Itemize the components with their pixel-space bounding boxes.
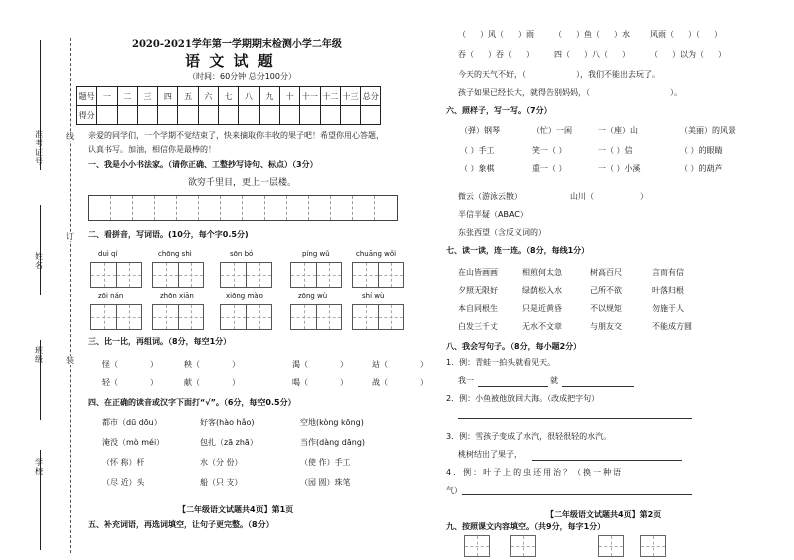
pinyin: píng wǔ [302, 250, 330, 258]
answer-box[interactable] [352, 262, 404, 288]
score-header-cell: 十二 [320, 87, 340, 106]
answer-box[interactable] [152, 262, 204, 288]
q3-item: 轻（ [102, 378, 118, 387]
q9-title: 九、按照课文内容填空。（共9分，每字1分） [446, 522, 606, 531]
line-mark: 线 [66, 132, 74, 141]
q3-item: ） [150, 378, 158, 387]
answer-box[interactable] [90, 262, 142, 288]
q7-item: 绿荫松入水 [522, 286, 562, 295]
q4-title: 四、在正确的读音或汉字下面打“√”。（6分，每空0.5分） [88, 398, 296, 407]
pinyin: zōi nán [98, 292, 124, 300]
score-header-cell: 八 [239, 87, 259, 106]
q7-item: 不能成方圆 [652, 322, 692, 331]
footer-page-1: 【二年级语文试题共4页】第1页 [178, 505, 294, 514]
answer-box[interactable] [464, 535, 490, 557]
score-header-cell: 十一 [300, 87, 320, 106]
q4-item: （怀 称）杆 [102, 458, 145, 467]
q7-item: 言而有信 [652, 268, 684, 277]
intro-line-2: 认真书写。加油，相信你是最棒的！ [88, 145, 216, 154]
q7-item: 不以规矩 [590, 304, 622, 313]
footer-page-2: 【二年级语文试题共4页】第2页 [546, 510, 662, 519]
q8-example-4: 4．例：叶子上的虫还用治？（换一种语 [446, 468, 624, 477]
q7-item: 己所不欲 [590, 286, 622, 295]
q6-item: （弹）钢琴 [460, 126, 500, 135]
score-header-cell: 四 [158, 87, 178, 106]
q4-item: 都市（dū dōu） [102, 418, 162, 427]
answer-line[interactable] [458, 418, 692, 419]
q6-example-3: 东张西望（含反义词的） [458, 228, 546, 237]
answer-box[interactable] [90, 304, 142, 330]
answer-box[interactable] [640, 535, 666, 557]
q7-item: 无水不文章 [522, 322, 562, 331]
answer-box[interactable] [352, 304, 404, 330]
q3-item: 秧（ [184, 360, 200, 369]
q6-item: （ ）手工 [460, 146, 495, 155]
q8-answer-1b: 就 [550, 376, 558, 385]
score-header-cell: 十三 [340, 87, 360, 106]
q6-item: 一（ ）信 [598, 146, 633, 155]
pinyin: duì qí [98, 250, 118, 258]
q6-item: （ ）的葫芦 [680, 164, 723, 173]
q8-title: 八、我会写句子。（8分，每小题2分） [446, 342, 582, 351]
q1-title: 一、我是小小书法家。（请你正确、工整抄写诗句、标点）（3分） [88, 160, 318, 169]
q6-item: （忙）一闲 [532, 126, 572, 135]
intro-line-1: 亲爱的同学们，一个学期不觉结束了，快来摘取你丰收的果子吧！希望你用心答题， [88, 131, 384, 140]
q4-item: 空地(kòng kōng) [300, 418, 364, 427]
q2-title: 二、看拼音，写词语。(10分，每个字0.5分) [88, 230, 249, 239]
q1-writing-grid[interactable] [88, 195, 398, 221]
q7-title: 七、读一读，连一连。（8分，每线1分） [446, 246, 590, 255]
score-header-cell: 七 [219, 87, 239, 106]
answer-box[interactable] [290, 262, 342, 288]
q4-item: 当作(dàng dāng) [300, 438, 366, 447]
q6-example-1b: 山川（ [570, 192, 594, 201]
q7-item: 与朋友交 [590, 322, 622, 331]
q3-item: 战（ [372, 378, 388, 387]
q3-item: ） [420, 378, 428, 387]
binding-underline [40, 205, 41, 295]
q6-item: 一（座）山 [598, 126, 638, 135]
answer-box[interactable] [510, 535, 536, 557]
q4-item: （尽 近）头 [102, 478, 145, 487]
q3-item: ） [340, 360, 348, 369]
score-header-label: 题号 [77, 87, 97, 106]
score-entry-cell[interactable] [158, 106, 178, 125]
score-entry-cell[interactable] [361, 106, 381, 125]
answer-box[interactable] [598, 535, 624, 557]
score-entry-cell[interactable] [239, 106, 259, 125]
answer-line[interactable] [562, 386, 634, 387]
q6-example-2: 半信半疑（ABAC） [458, 210, 528, 219]
q5-sentence-1: 今天的天气不好，（ ），我们不能出去玩了。 [458, 70, 660, 79]
q6-item: 一（ ）小溪 [598, 164, 641, 173]
q7-item: 只是近黄昏 [522, 304, 562, 313]
q6-example-1c: ） [640, 192, 648, 201]
q1-poem: 欲穷千里目，更上一层楼。 [188, 178, 297, 188]
q4-item: 淹没（mò méi） [102, 438, 165, 447]
score-header-cell: 十 [279, 87, 299, 106]
answer-box[interactable] [220, 304, 272, 330]
q4-item: （使 作）手工 [300, 458, 351, 467]
answer-box[interactable] [152, 304, 204, 330]
q6-item: （美丽）的风景 [680, 126, 736, 135]
score-header-cell: 三 [137, 87, 157, 106]
exam-number-label: 准考证号 [35, 130, 43, 166]
score-entry-cell[interactable] [178, 106, 198, 125]
score-header-cell: 六 [198, 87, 218, 106]
score-entry-cell[interactable] [300, 106, 320, 125]
score-table [76, 86, 381, 125]
q6-item: 重一（ ） [532, 164, 567, 173]
bind-mark: 订 [66, 232, 74, 241]
answer-line[interactable] [462, 494, 692, 495]
name-label: 姓名 [35, 252, 43, 270]
score-entry-cell[interactable] [340, 106, 360, 125]
score-row-label: 得分 [77, 106, 97, 125]
q4-item: 船（只 支） [200, 478, 243, 487]
q4-item: 好客(hào hǎo) [200, 418, 255, 427]
q7-item: 夕照无限好 [458, 286, 498, 295]
exam-title: 2020-2021学年第一学期期末检测小学二年级 [132, 39, 342, 50]
answer-box[interactable] [220, 262, 272, 288]
q3-item: ） [420, 360, 428, 369]
score-entry-cell[interactable] [279, 106, 299, 125]
q3-item: 站（ [372, 360, 388, 369]
q3-title: 三、比一比，再组词。（8分，每空1分） [88, 337, 232, 346]
score-entry-cell[interactable] [259, 106, 279, 125]
score-entry-cell[interactable] [198, 106, 218, 125]
score-header-cell: 二 [117, 87, 137, 106]
pinyin: shí wù [362, 292, 385, 300]
score-entry-cell[interactable] [97, 106, 117, 125]
q3-item: ） [232, 360, 240, 369]
q5-title: 五、补充词语，再选词填空，让句子更完整。（8分） [88, 520, 274, 529]
q3-item: 喝（ [292, 378, 308, 387]
q4-item: 水（分 份） [200, 458, 243, 467]
q3-item: 献（ [184, 378, 200, 387]
pinyin: chuāng wǒi [356, 250, 397, 258]
school-label: 学校 [35, 458, 43, 476]
q7-item: 在山皆画画 [458, 268, 498, 277]
q8-answer-3a: 桃树结出了果子， [458, 450, 522, 459]
q7-item: 本自同根生 [458, 304, 498, 313]
binding-dashed-line [70, 38, 71, 553]
answer-line[interactable] [478, 386, 548, 387]
q8-example-2: 2．例：小鱼被他放回大海。（改成把字句） [446, 394, 600, 403]
q8-example-3: 3．例：雪孩子变成了水汽，很轻很轻的水汽。 [446, 432, 612, 441]
pinyin: zōng wù [298, 292, 328, 300]
score-entry-cell[interactable] [219, 106, 239, 125]
subject-title: 语 文 试 题 [185, 52, 275, 70]
q8-example-1: 1．例：青蛙一拍头就看见天。 [446, 358, 556, 367]
pinyin: xiōng mào [226, 292, 263, 300]
seal-mark: 装 [66, 356, 74, 365]
pinyin: zhōn xiān [160, 292, 194, 300]
q5-row2: 吞（ ）吞（ ） 四（ ）八（ ） （ ）以为（ ） [458, 50, 726, 59]
score-header-cell: 五 [178, 87, 198, 106]
q3-item: 怪（ [102, 360, 118, 369]
q6-item: 笑一（ ） [532, 146, 567, 155]
q8-answer-1a: 我一 [458, 376, 474, 385]
q5-row1: （ ）风（ ）雨 （ ）鱼（ ）水 风雨（ ）（ ） [458, 30, 722, 39]
q3-item: ） [150, 360, 158, 369]
score-header-cell: 总分 [361, 87, 381, 106]
q7-item: 相煎何太急 [522, 268, 562, 277]
class-label: 班级 [35, 346, 43, 364]
q3-item: ） [232, 378, 240, 387]
score-entry-cell[interactable] [320, 106, 340, 125]
q7-item: 白发三千丈 [458, 322, 498, 331]
q3-item: ） [340, 378, 348, 387]
q6-item: （ ）的眼睛 [680, 146, 723, 155]
pinyin: sōn bó [230, 250, 254, 258]
q6-title: 六、照样子，写一写。（7分） [446, 106, 552, 115]
pinyin: chōng shì [158, 250, 192, 258]
q6-example-1: 微云（游泳云散） [458, 192, 522, 201]
q7-item: 勿施于人 [652, 304, 684, 313]
q4-item: 包扎（zā zhā） [200, 438, 258, 447]
score-header-cell: 一 [97, 87, 117, 106]
time-score: （时间：60分钟 总分100分） [188, 72, 296, 81]
score-header-cell: 九 [259, 87, 279, 106]
q4-item: （园 圆）珠笔 [300, 478, 351, 487]
answer-line[interactable] [532, 460, 682, 461]
answer-box[interactable] [290, 304, 342, 330]
q7-item: 树高百尺 [590, 268, 622, 277]
score-entry-cell[interactable] [117, 106, 137, 125]
q5-sentence-2: 孩子如果已经长大，就得告别妈妈，（ ）。 [458, 88, 682, 97]
q6-item: （ ）象棋 [460, 164, 495, 173]
q8-example-4b: 气） [446, 486, 462, 495]
score-entry-cell[interactable] [137, 106, 157, 125]
q3-item: 渴（ [292, 360, 308, 369]
q7-item: 叶落归根 [652, 286, 684, 295]
